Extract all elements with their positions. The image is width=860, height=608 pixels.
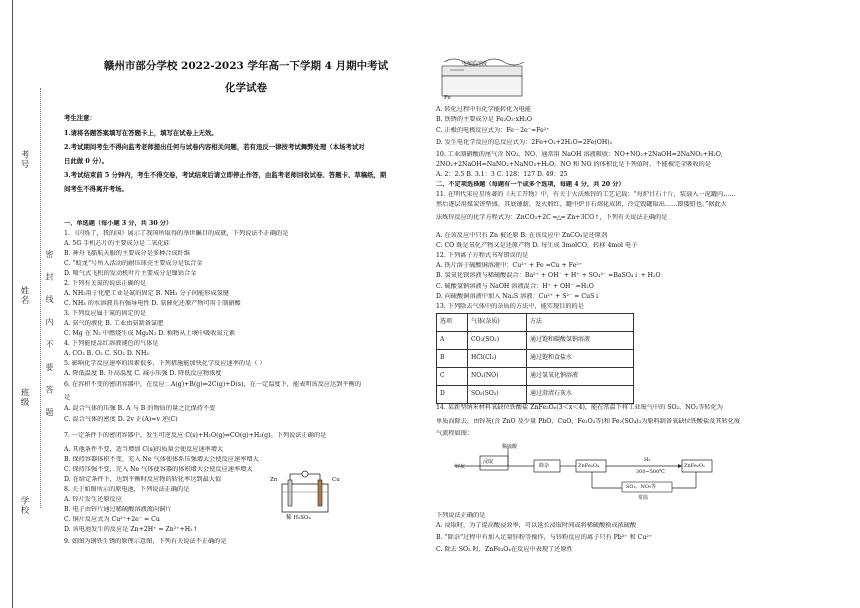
table-cell: D xyxy=(437,386,468,404)
question-line: A. 5G 手机芯片的主要成分是二氧化硅 xyxy=(64,240,170,247)
question-line: A. 锌片发生还原反应 xyxy=(64,496,122,503)
flow-waste-label: 常温 xyxy=(638,495,649,501)
cu-label: Cu xyxy=(332,477,340,483)
question-line: 12. 下列离子方程式书写错误的是 xyxy=(436,252,529,259)
electrolyte-label: 电解质溶液 xyxy=(462,61,488,67)
table-cell: A xyxy=(437,332,468,350)
question-line: C. 硫酸氢钠溶液与 NaOH 溶液混合：H⁺ + OH⁻ =H₂O xyxy=(436,283,594,290)
question-line: D. 发生电化学反应的总反应式为：2Fe+O₂+2H₂O=2Fe(OH)₂ xyxy=(436,139,613,146)
exam-subtitle: 化学试卷 xyxy=(225,82,267,94)
question-line: D. 该电池发生的反应是 Zn+2H⁺ = Zn²⁺+H₂↑ xyxy=(64,526,198,533)
question-line: 2NO₂+2NaOH=NaNO₂+NaNO₃+H₂O。NO 和 NO 的体积比是下列值时，不能被完全吸收的是 xyxy=(436,161,712,168)
question-line: 是 xyxy=(64,394,71,401)
table-row xyxy=(437,332,634,350)
question-line: 4. 下列能使品红溶液褪色的气体是 xyxy=(64,340,159,347)
notice-line: 3.考试结束前 5 分钟内，考生不得交卷，考试结束后请立即停止作答，由监考老师回收试卷、答题卡、草稿纸，期 xyxy=(64,171,387,179)
table-header: 方法 xyxy=(527,314,634,332)
table-cell: 通过饱和食盐水 xyxy=(527,350,634,368)
flow-box-znfe2o4: ZnFe₂O₄ xyxy=(578,463,599,469)
notice-line: 2.考试期间考生不得向监考老师提出任何与试卷内容相关问题，若有违反一律按考试舞弊处理（本场考试对 xyxy=(64,143,365,151)
question-line: D. 在给定条件下，达到平衡时反应物的转化率达到最大值 xyxy=(64,476,222,483)
section-heading: 二、不定项选择题（每题有一个或多个选项，每题 4 分，共 20 分） xyxy=(436,181,625,188)
question-line: 1. 《闪烁了，我的国》展示了我国所取得的举世瞩目的成就，下列说法不正确的是 xyxy=(64,230,289,237)
question-line: B. 电子由锌片通过稀硫酸溶液流向铜片 xyxy=(64,506,172,513)
question-line: B. 氢氧化钡溶液与稀硫酸混合：Ba²⁺ + OH⁻ + H⁺ + SO₄²⁻ =BaSO₄↓ + H₂O xyxy=(436,272,661,279)
class-label: 班级 xyxy=(19,388,29,407)
question-line: 13. 下列除去气体中的杂质的方法中，能实现目的的是 xyxy=(436,303,584,310)
table-row xyxy=(437,350,634,368)
question-line: A. 氨气的液化 B. 工业由氨制备氯肥 xyxy=(64,320,164,327)
question-line: A. CO₂ B. O₂ C. SO₂ D. NH₃ xyxy=(64,350,149,357)
table-header: 气体(杂质) xyxy=(468,314,527,332)
question-line: A. 混合气体的压强 B. A 与 B 的物质的量之比保持不变 xyxy=(64,405,216,412)
exam-title: 赣州市部分学校 2022-2023 学年高一下学期 4 月期中考试 xyxy=(103,60,389,72)
question-line: 6. 在容积不变的密闭容器中，在反应：A(g)+B(g)⇌2C(g)+D(s)，在一定温度下，能表明该反应达到平衡的 xyxy=(64,381,362,388)
table-cell: CO₂(SO₂) xyxy=(468,332,527,350)
flow-h2-label: H₂ xyxy=(644,457,651,463)
table-cell: 通过澄清石灰水 xyxy=(527,386,634,404)
notice-line: 间考生不得离开考场。 xyxy=(64,185,128,193)
question-line: 法炼锌反应的化学方程式为：ZnCO₃+2C ═△═ Zn+3CO↑，下列有关说法正确的是 xyxy=(436,214,668,221)
question-line: C. CO 既是氧化产物又是还原产物 D. 每生成 3molCO，转移 4mol 电子 xyxy=(436,242,638,249)
exam-no-label: 考号 xyxy=(19,150,29,169)
question-line: A. 降低温度 B. 升高温度 C. 减小压强 D. 降低反应物浓度 xyxy=(64,370,222,377)
question-line: 8. 关于如图所示的原电池，下列说法正确的是 xyxy=(64,486,190,493)
question-line: 单质而除去，由锌灰(含 ZnO 及少量 PbO、CuO、Fe₂O₃等)和 Fe₂(SO₄)₃为原料制备氧缺位铁酸盐及其转化废 xyxy=(436,418,741,425)
question-line: A. 其他条件不变，适当增加 C(s)的质量会使反应速率增大 xyxy=(64,446,224,453)
question-line: C. NH₃ 的水溶液具有强导电性 D. 氨催化还原产物可用于制硝酸 xyxy=(64,300,241,307)
question-line: D. 喷气式飞机的发动机叶片主要成分是镍钴合金 xyxy=(64,270,197,277)
question-line: C. “蛟龙”号所入活动的耐压球壳主要成分是钛合金 xyxy=(64,260,203,267)
seal-text: 密 封 线 内 不 要 答 题 xyxy=(45,250,54,422)
right-column xyxy=(436,0,851,608)
table-cell: 通过饱和碳酸氢钠溶液 xyxy=(527,332,634,350)
flow-box-purify: 除杂 xyxy=(539,463,550,469)
question-line: A. 转化过程中有化学能转化为电能 xyxy=(436,106,532,113)
question-line: 7. 一定条件下的密闭容器中，发生可逆反应 C(s)+H₂O(g)⇌CO(g)+H₂(g)。下列说法正确的是 xyxy=(64,432,327,439)
question-line: 9. 如图为钢铁生锈的原理示意图，下列有关说法不正确的是 xyxy=(64,538,227,545)
question-line: C. Mg 在 N₂ 中燃烧生成 Mg₃N₂ D. 植物从土壤中吸收氮元素 xyxy=(64,330,236,337)
flow-box-leach: 浸取 xyxy=(483,459,494,465)
table-cell: HCl(Cl₂) xyxy=(468,350,527,368)
table-row xyxy=(437,368,634,386)
question-line: 2. 下列有关氮的说法正确的是 xyxy=(64,280,147,287)
question-line: 下列说法正确的是 xyxy=(436,512,486,519)
binding-margin xyxy=(0,0,62,608)
section-heading: 一、单选题（每小题 3 分，共 30 分） xyxy=(64,220,173,227)
flow-box-znfe2ox: ZnFe₂Oₓ xyxy=(684,463,706,469)
question-line: 10. 工业制硝酸的尾气含 NO₂、NO，通常用 NaOH 溶液吸收：NO+NO₂+2NaOH=2NaNO₂+H₂O, xyxy=(436,151,723,158)
name-label: 姓名 xyxy=(19,286,29,305)
notice-line: 1.请将各题答案填写在答题卡上，填写在试卷上无效。 xyxy=(64,129,218,137)
question-line: A. 2：2.5 B. 3.1：3 C. 128：127 D. 49：25 xyxy=(436,171,568,178)
question-line: 14. 某新型纳米材料氧缺位铁酸盐 ZnFe₂Oₓ(3＜x＜4)，能在常温下将工业废气中的 SO₂、NO₂等转化为 xyxy=(436,404,723,411)
question-line: A. NH₃用于化肥工业是氮的固定 B. NH₃ 分子间能形成氢键 xyxy=(64,290,229,297)
table-cell: SO₂(SO₃) xyxy=(468,386,527,404)
notice-heading: 考生注意： xyxy=(64,114,96,122)
table-row xyxy=(437,386,634,404)
question-line: 5. 影响化学反应速率的因素很多，下列措施能加快化学反应速率的是（ ） xyxy=(64,360,266,367)
table-header-row xyxy=(437,314,634,332)
question-line: C. 正极的电极反应式为：Fe－2e⁻=Fe²⁺ xyxy=(436,127,550,134)
flow-top-label: 稀硫酸 xyxy=(502,444,518,450)
acid-label: 稀 H₂SO₄ xyxy=(286,515,311,521)
question-line: B. 铁锈的主要成分是 Fe₂O₃·xH₂O xyxy=(436,116,533,123)
question-line: A. 浸取时，为了提高酸浸效率，可以延长浸取时间或将稀硫酸换成浓硫酸 xyxy=(436,522,637,529)
question-line: C. 除去 SO₂ 时，ZnFe₂Oₓ在反应中表现了还原性 xyxy=(436,546,573,553)
question-line: C. 保持压强不变，充入 Ne 气体使容器的体积增大会使反应速率增大 xyxy=(64,466,253,473)
question-line: B. “除杂”过程中有加入足量锌粉等操作，与锌粉反应的离子只有 Pb²⁺ 和 Cu²⁺ xyxy=(436,534,653,541)
flow-temp-label: 300~500℃ xyxy=(636,469,665,475)
question-line: D. 向硫酸铜溶液中加入 Na₂S 溶液：Cu²⁺ + S²⁻ = CuS↓ xyxy=(436,293,600,300)
margin-rule xyxy=(12,0,13,608)
question-line: C. 铜片反应式为 Cu²⁺+2e⁻ = Cu xyxy=(64,516,160,523)
notice-line: 日此做 0 分）。 xyxy=(64,157,109,165)
zn-label: Zn xyxy=(270,477,278,483)
table-cell: B xyxy=(437,350,468,368)
process-flow-diagram xyxy=(446,440,736,510)
left-column xyxy=(64,0,428,608)
flow-gas-label: SO₂、NO₂等 xyxy=(626,484,657,490)
question-line: 11. 在明代宋应星所著的《天工开物》中，有关于火法炼锌的工艺记载：“每炉甘石十斤，装载入一泥罐内…… xyxy=(436,191,736,198)
question-line: A. 在该反应中只有 Zn 被还原 B. 在该反应中 ZnCO₃是还原剂 xyxy=(436,232,608,239)
question-line: 然后逐层用煤炭饼垫盛，其底铺薪，发火煅红，罐中炉甘石熔化成团，冷定毁罐取出……即倭铅也。”据此火 xyxy=(436,201,727,208)
question-line: A. 铁片溶于硫酸铜溶液中：Cu²⁺ + Fe =Cu + Fe²⁺ xyxy=(436,262,583,269)
table-cell: 通过氢氧化钠溶液 xyxy=(527,368,634,386)
question-line: C. 混合气体的密度 D. 2v 正(A)=v 逆(C) xyxy=(64,416,178,423)
seal-dotted-line xyxy=(40,88,41,508)
flow-box-ash: 锌灰 xyxy=(455,464,466,470)
impurity-table xyxy=(436,313,634,404)
question-line: B. 保持容器体积不变，充入 Ne 气体使体系压强增大会使反应速率增大 xyxy=(64,456,259,463)
question-line: B. 神舟飞船航天服的主要成分是多种合成纤维 xyxy=(64,250,191,257)
school-label: 学校 xyxy=(19,496,29,515)
fe-label: Fe xyxy=(444,95,451,101)
table-cell: C xyxy=(437,368,468,386)
question-line: 3. 下列反应属于氮的固定的是 xyxy=(64,310,147,317)
question-line: 气流程如图： xyxy=(436,430,474,437)
table-header: 选项 xyxy=(437,314,468,332)
table-cell: NO₂(NO) xyxy=(468,368,527,386)
